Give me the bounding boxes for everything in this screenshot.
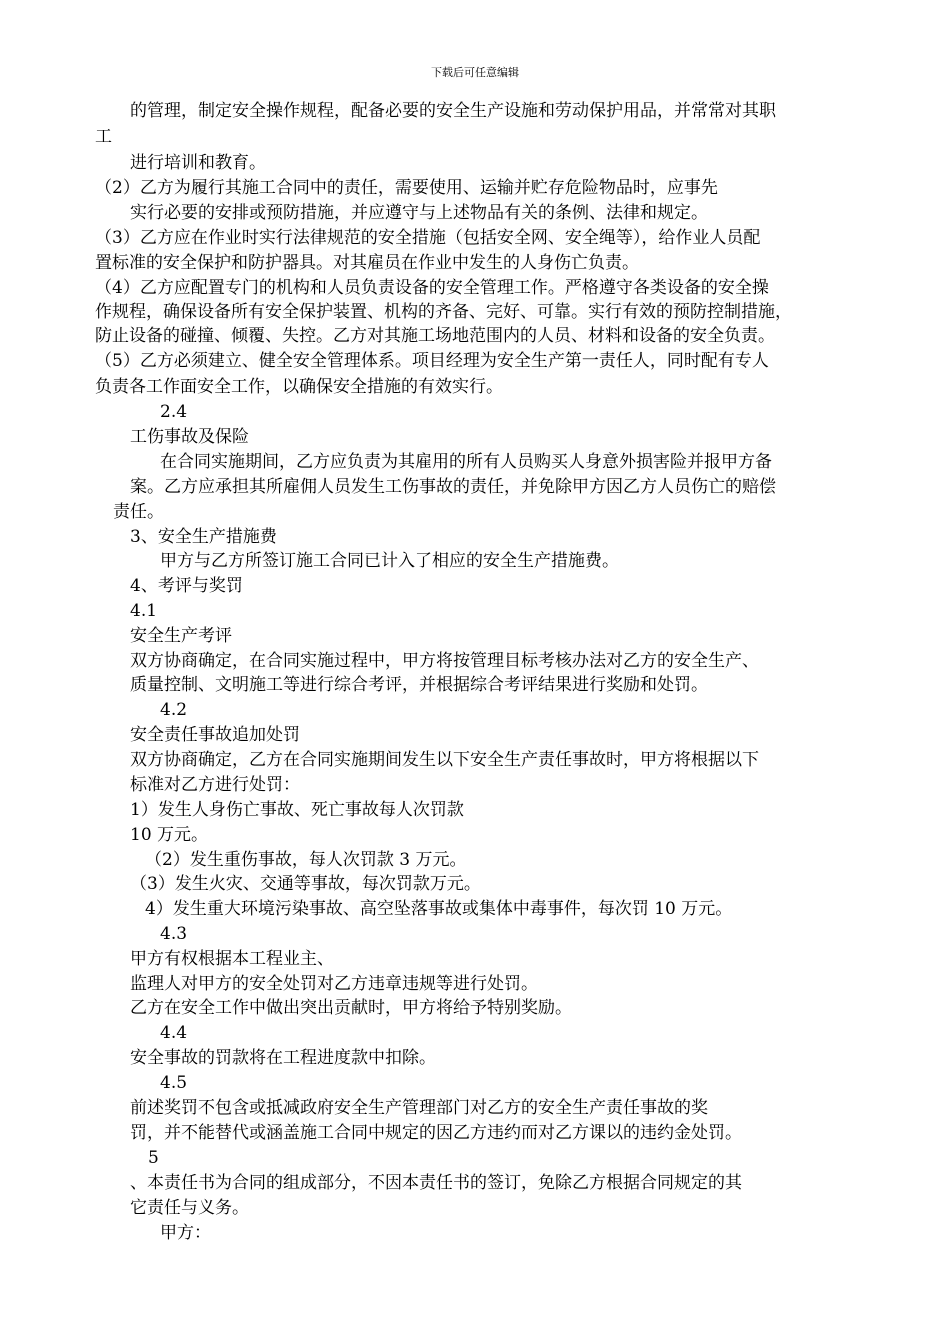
section-number: 4.5 bbox=[160, 1073, 188, 1093]
body-line: 作规程，确保设备所有安全保护装置、机构的齐备、完好、可靠。实行有效的预防控制措施， bbox=[95, 302, 792, 322]
section-number: 4.3 bbox=[160, 924, 188, 944]
body-line: 的管理，制定安全操作规程，配备必要的安全生产设施和劳动保护用品，并常常对其职 bbox=[130, 101, 776, 121]
body-line: 甲方与乙方所签订施工合同已计入了相应的安全生产措施费。 bbox=[160, 551, 619, 571]
body-line: 在合同实施期间，乙方应负责为其雇用的所有人员购买人身意外损害险并报甲方备 bbox=[160, 452, 772, 472]
list-item: （2）发生重伤事故，每人次罚款 3 万元。 bbox=[145, 850, 467, 870]
body-line: （5）乙方必须建立、健全安全管理体系。项目经理为安全生产第一责任人，同时配有专人 bbox=[95, 351, 769, 371]
body-line: 工 bbox=[95, 127, 112, 147]
body-line: 负责各工作面安全工作，以确保安全措施的有效实行。 bbox=[95, 377, 503, 397]
section-number: 4.1 bbox=[130, 601, 158, 621]
body-line: （4）乙方应配置专门的机构和人员负责设备的安全管理工作。严格遵守各类设备的安全操 bbox=[95, 278, 769, 298]
section-number: 5 bbox=[148, 1148, 159, 1168]
body-line: 案。乙方应承担其所雇佣人员发生工伤事故的责任，并免除甲方因乙方人员伤亡的赔偿 bbox=[130, 477, 776, 497]
body-line: 标准对乙方进行处罚： bbox=[130, 775, 300, 795]
section-heading: 安全生产考评 bbox=[130, 626, 232, 646]
body-line: 质量控制、文明施工等进行综合考评，并根据综合考评结果进行奖励和处罚。 bbox=[130, 675, 708, 695]
body-line: 监理人对甲方的安全处罚对乙方违章违规等进行处罚。 bbox=[130, 974, 538, 994]
body-line: 进行培训和教育。 bbox=[130, 153, 266, 173]
section-number: 4.4 bbox=[160, 1023, 188, 1043]
section-number: 2.4 bbox=[160, 402, 188, 422]
signature-label: 甲方： bbox=[160, 1223, 211, 1243]
page-header: 下载后可任意编辑 bbox=[431, 66, 519, 79]
body-line: 、本责任书为合同的组成部分，不因本责任书的签订，免除乙方根据合同规定的其 bbox=[130, 1173, 742, 1193]
section-heading: 4、考评与奖罚 bbox=[130, 576, 243, 596]
body-line: 双方协商确定，在合同实施过程中，甲方将按管理目标考核办法对乙方的安全生产、 bbox=[130, 651, 759, 671]
body-line: 前述奖罚不包含或抵减政府安全生产管理部门对乙方的安全生产责任事故的奖 bbox=[130, 1098, 708, 1118]
list-item: 1）发生人身伤亡事故、死亡事故每人次罚款 bbox=[130, 800, 464, 820]
section-number: 4.2 bbox=[160, 700, 188, 720]
body-line: 责任。 bbox=[113, 502, 164, 522]
list-item: 4）发生重大环境污染事故、高空坠落事故或集体中毒事件，每次罚 10 万元。 bbox=[145, 899, 733, 919]
list-item: （3）发生火灾、交通等事故，每次罚款万元。 bbox=[130, 874, 481, 894]
body-line: 双方协商确定，乙方在合同实施期间发生以下安全生产责任事故时，甲方将根据以下 bbox=[130, 750, 759, 770]
body-line: 甲方有权根据本工程业主、 bbox=[130, 949, 334, 969]
body-line: 罚，并不能替代或涵盖施工合同中规定的因乙方违约而对乙方课以的违约金处罚。 bbox=[130, 1123, 742, 1143]
section-heading: 3、安全生产措施费 bbox=[130, 527, 277, 547]
body-line: （2）乙方为履行其施工合同中的责任，需要使用、运输并贮存危险物品时，应事先 bbox=[95, 178, 718, 198]
section-heading: 工伤事故及保险 bbox=[130, 427, 249, 447]
body-line: 防止设备的碰撞、倾覆、失控。乙方对其施工场地范围内的人员、材料和设备的安全负责。 bbox=[95, 326, 775, 346]
section-heading: 安全责任事故追加处罚 bbox=[130, 725, 300, 745]
body-line: （3）乙方应在作业时实行法律规范的安全措施（包括安全网、安全绳等），给作业人员配 bbox=[95, 228, 761, 248]
body-line: 乙方在安全工作中做出突出贡献时，甲方将给予特别奖励。 bbox=[130, 998, 572, 1018]
body-line: 实行必要的安排或预防措施，并应遵守与上述物品有关的条例、法律和规定。 bbox=[130, 203, 708, 223]
body-line: 安全事故的罚款将在工程进度款中扣除。 bbox=[130, 1048, 436, 1068]
body-line: 它责任与义务。 bbox=[130, 1198, 249, 1218]
list-item: 10 万元。 bbox=[130, 825, 209, 845]
body-line: 置标准的安全保护和防护器具。对其雇员在作业中发生的人身伤亡负责。 bbox=[95, 253, 639, 273]
